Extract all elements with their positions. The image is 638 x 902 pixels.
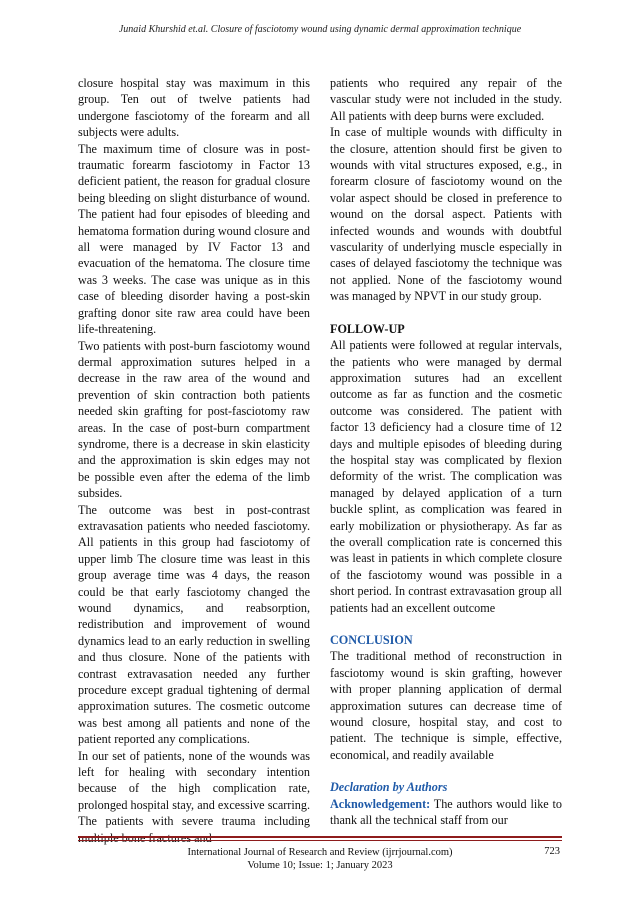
body-paragraph: Two patients with post-burn fasciotomy wound dermal approximation sutures helped in a decrease in the raw area of the wound and prevention of skin contraction both patients needed skin grafting for post-fasciotomy raw areas. In the case of post-burn compartment syndrome, there is a decrease in skin elasticity and the approximation is skin edges may not be possible even after the edema of the limb subsides. — [78, 338, 310, 501]
page-number: 723 — [544, 846, 560, 857]
left-column — [78, 75, 310, 846]
footer — [78, 846, 562, 872]
body-paragraph: In case of multiple wounds with difficulty in the closure, attention should first be given to wounds with vital structures exposed, e.g., in forearm closure of fasciotomy wound on the volar aspect should be closed in preference to wound on the dorsal aspect. Patients with infected wounds and wounds with doubtful vascularity of underlying muscle especially in cases of delayed fasciotomy the technique was not applied. None of the fasciotomy wound was managed by NPVT in our study group. — [330, 125, 562, 304]
footer-rule-thin — [78, 840, 562, 841]
body-paragraph: patients who required any repair of the vascular study were not included in the study. All patients with deep burns were excluded. — [330, 76, 562, 123]
footer-rule — [78, 836, 562, 838]
followup-paragraph: All patients were followed at regular intervals, the patients who were managed by dermal approximation sutures had an excellent outcome as far as function and the cosmetic outcome was considered. The patient with factor 13 deficiency had a closure time of 12 days and multiple episodes of bleeding during the hospital stay was complicated by flexion deformity of the wrist. The complication was managed by delayed application of a turn buckle splint, as complication was feared in early mobilization or physiotherapy. As far as the overall complication rate is concerned this was least in patients in which complete closure of the fasciotomy wound was possible in a short period. In contrast extravasation group all patients had an excellent outcome — [330, 338, 562, 615]
body-paragraph: In our set of patients, none of the wounds was left for healing with secondary intention because of the high complication rate, prolonged hospital stay, and excessive scarring. The patients with severe trauma including — [78, 748, 310, 829]
footer-volume: Volume 10; Issue: 1; January 2023 — [247, 860, 393, 871]
body-paragraph: The outcome was best in post-contrast extravasation patients who needed fasciotomy. All patients in this group had fasciotomy of upper limb The closure time was least in this group average time was 4 days, the reason could be that early fasciotomy changed the wound dynamics, and reabsorption, redistribution and improvement of wound dynamics lead to an early reduction in swelling and thus closure. None of the patients with contrast extravasation needed any further procedure except gradual tightening of dermal approximation sutures. The cosmetic outcome was best among all patients and none of the patient reported any complications. — [78, 502, 310, 747]
followup-heading: FOLLOW-UP — [330, 321, 405, 336]
running-header: Junaid Khurshid et.al. Closure of fasciotomy wound using dynamic dermal approximation technique — [118, 24, 522, 35]
body-paragraph: closure hospital stay was maximum in this group. Ten out of twelve patients had undergone fasciotomy of the forearm and all subjects were adults. — [78, 76, 310, 140]
acknowledgement-label: Acknowledgement: — [330, 796, 431, 811]
declaration-heading: Declaration by Authors — [330, 780, 448, 795]
conclusion-heading: CONCLUSION — [330, 633, 413, 647]
acknowledgement-text: The authors would like to thank all the technical staff from our — [330, 796, 562, 828]
right-column — [330, 75, 562, 828]
acknowledgement-paragraph — [330, 796, 562, 829]
conclusion-paragraph: The traditional method of reconstruction in fasciotomy wound is skin grafting, however with proper planning application of dermal approximation sutures can decrease time of wound closure, hospital stay, and cost to patient. The technique is simple, effective, economical, and readily available — [330, 649, 562, 762]
body-paragraph: The maximum time of closure was in post-traumatic forearm fasciotomy in Factor 13 deficient patient, the reason for gradual closure being bleeding on slight disturbance of wound. The patient had four episodes of bleeding and hematoma formation during wound closure and all were managed by IV Factor 13 and evacuation of the hematoma. The closure time was 3 weeks. The case was unique as in this case of bleeding disorder having a post-skin grafting donor site raw area could have been life-threatening. — [78, 141, 310, 337]
footer-journal: International Journal of Research and Review (ijrrjournal.com) — [187, 847, 453, 858]
